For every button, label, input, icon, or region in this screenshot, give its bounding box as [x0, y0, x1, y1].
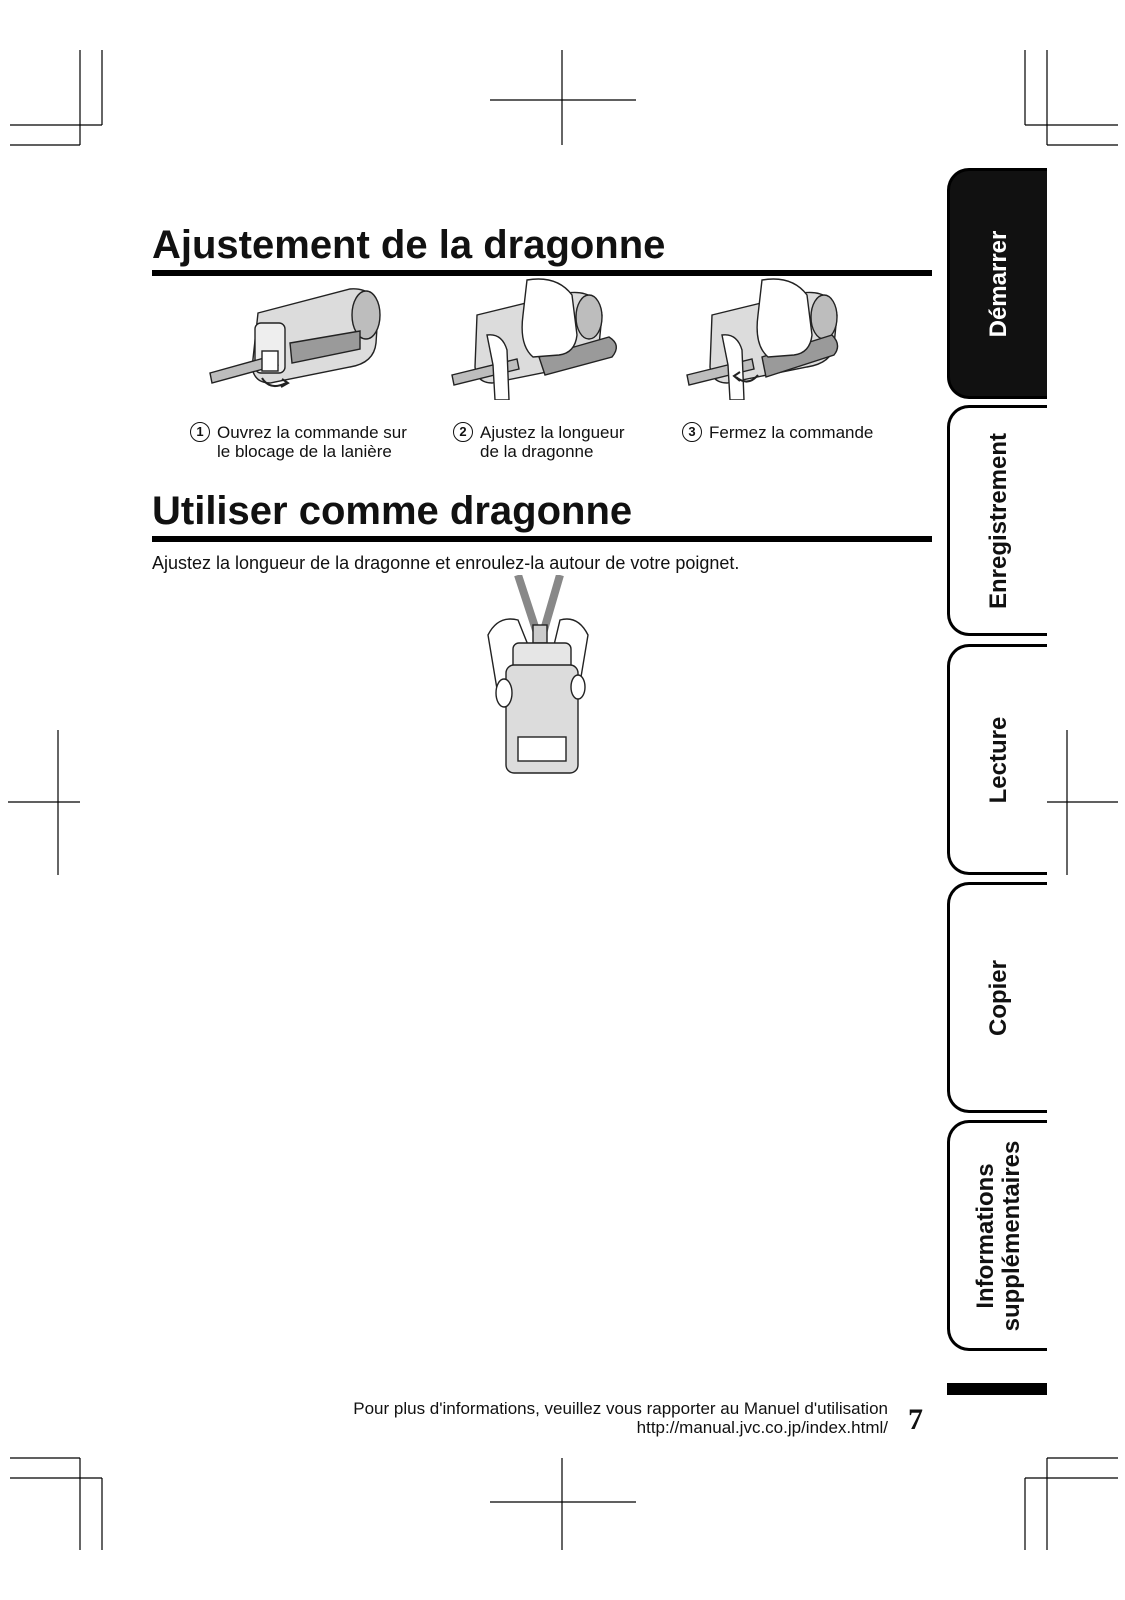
body-text: Ajustez la longueur de la dragonne et enroulez-la autour de votre poignet. — [152, 553, 740, 573]
illustration-wrist-strap — [478, 575, 598, 795]
illustration-close-strap-lock — [682, 275, 857, 400]
tab-enregistrement[interactable] — [947, 405, 1047, 636]
tab-label — [973, 1140, 1025, 1331]
step-number: 2 — [453, 422, 473, 442]
step-text-line: de la dragonne — [480, 442, 594, 461]
tab-label: Enregistrement — [984, 432, 1012, 609]
tab-label-line: Informations — [971, 1162, 999, 1309]
step-text-line: Fermez la commande — [709, 423, 874, 442]
tab-demarrer[interactable] — [947, 168, 1047, 399]
illustration-open-strap-lock — [200, 283, 390, 398]
tab-label-line: supplémentaires — [997, 1140, 1025, 1331]
tab-label: Démarrer — [984, 230, 1012, 337]
step-text-line: Ouvrez la commande sur — [217, 423, 407, 442]
page-number: 7 — [908, 1403, 923, 1436]
tab-copier[interactable] — [947, 882, 1047, 1113]
footer-line: Pour plus d'informations, veuillez vous rapporter au Manuel d'utilisation — [353, 1399, 888, 1418]
step-number: 1 — [190, 422, 210, 442]
tab-label: Copier — [984, 959, 1012, 1036]
tab-end-bar — [947, 1383, 1047, 1395]
step-text-line: le blocage de la lanière — [217, 442, 392, 461]
section-title-use-as-wrist-strap: Utiliser comme dragonne — [152, 488, 932, 542]
step-number: 3 — [682, 422, 702, 442]
footer-note — [353, 1399, 888, 1437]
tab-informations-supplementaires[interactable] — [947, 1120, 1047, 1351]
footer-url[interactable]: http://manual.jvc.co.jp/index.html/ — [636, 1418, 888, 1437]
section-title-adjust-strap: Ajustement de la dragonne — [152, 222, 932, 276]
illustration-adjust-strap-length — [447, 275, 622, 400]
step-text-line: Ajustez la longueur — [480, 423, 625, 442]
tab-lecture[interactable] — [947, 644, 1047, 875]
tab-label: Lecture — [984, 716, 1012, 803]
